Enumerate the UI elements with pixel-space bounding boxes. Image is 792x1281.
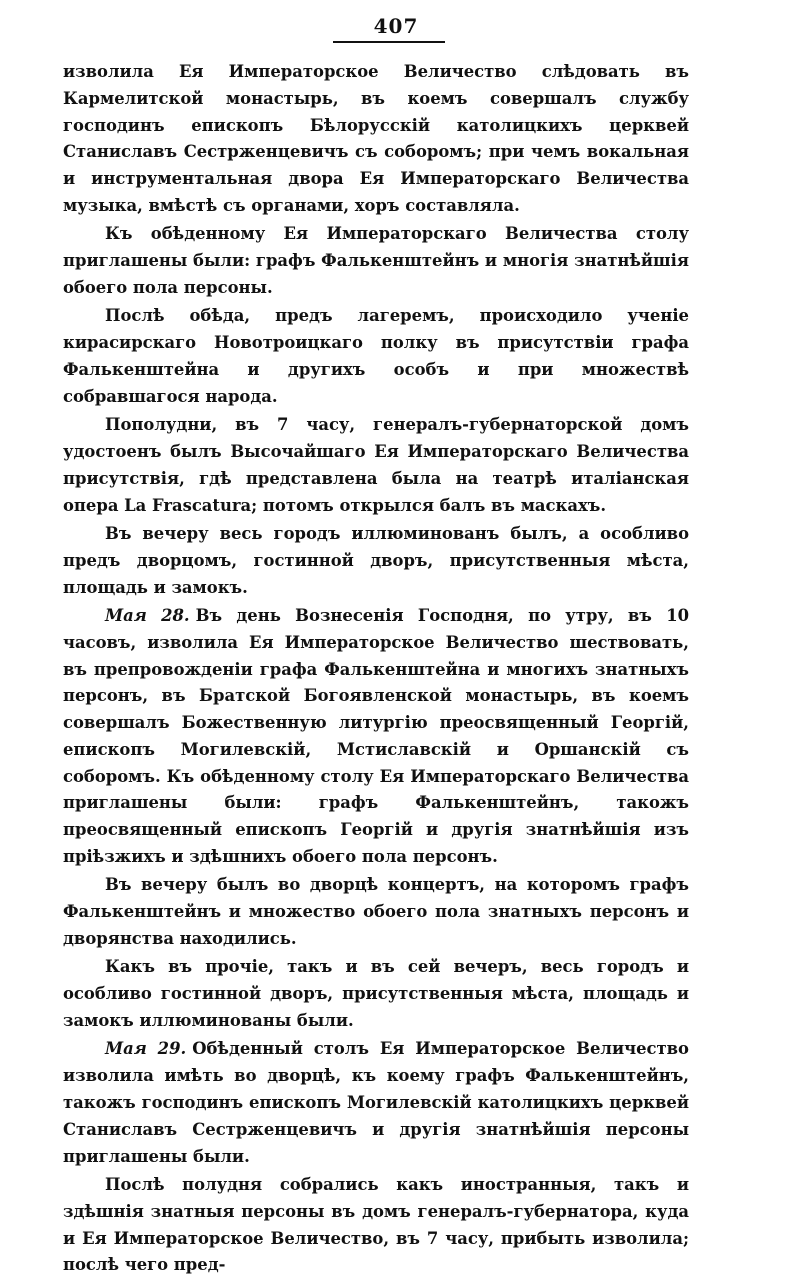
paragraph bbox=[63, 1172, 689, 1279]
paragraph-text: Въ вечеру весь городъ иллюминованъ былъ, а особливо предъ дворцомъ, гостинной дворъ, присутственныя мѣста, площадь и замокъ. bbox=[63, 523, 689, 597]
paragraph-text: Послѣ обѣда, предъ лагеремъ, происходило ученіе кирасирскаго Новотроицкаго полку въ присутствіи графа Фалькенштейна и другихъ особъ и при множествѣ собравшагося народа. bbox=[63, 306, 689, 406]
paragraph bbox=[63, 412, 689, 519]
paragraph-text: изволила Ея Императорское Величество слѣдовать въ Кармелитской монастырь, въ коемъ совершалъ службу господинъ епископъ Бѣлорусскій католицкихъ церквей Станиславъ Сестрженцевичъ съ соборомъ; при чемъ вокальная и инструментальная двора Ея Императорскаго Величества музыка, вмѣстѣ съ органами, хоръ составляла. bbox=[63, 62, 689, 215]
paragraph-text: Къ обѣденному Ея Императорскаго Величества столу приглашены были: графъ Фалькенштейнъ и многія знатнѣйшія обоего пола персоны. bbox=[63, 224, 689, 297]
paragraph-text: Въ вечеру былъ во дворцѣ концертъ, на которомъ графъ Фалькенштейнъ и множество обоего пола знатныхъ персонъ и дворянства находились. bbox=[63, 875, 689, 949]
paragraph bbox=[63, 221, 689, 301]
date-label: Мая 28. bbox=[105, 605, 190, 625]
paragraph-text: Пополудни, въ 7 часу, генералъ-губернаторской домъ удостоенъ былъ Высочайшаго Ея Императорскаго Величества присутствія, гдѣ представлена была на театрѣ италіанская опера La Frascatura; потомъ открылся балъ въ маскахъ. bbox=[63, 415, 689, 515]
paragraph bbox=[63, 303, 689, 410]
page-number: 407 bbox=[373, 14, 419, 38]
paragraph-text: Въ день Вознесенія Господня, по утру, въ 10 часовъ, изволила Ея Императорское Величество шествовать, въ препровожденіи графа Фалькенштейна и многихъ знатныхъ персонъ, въ Братской Богоявленской монастырь, въ коемъ совершалъ Божественную литургію преосвященный Георгій, епископъ Могилевскій, Мстиславскій и Оршанскій съ соборомъ. Къ обѣденному столу Ея Императорскаго Величества приглашены были: графъ Фалькенштейнъ, такожъ преосвященный епископъ Георгій и другія знатнѣйшія изъ пріѣзжихъ и здѣшнихъ обоего пола персонъ. bbox=[63, 605, 689, 867]
paragraph-text: Какъ въ прочіе, такъ и въ сей вечеръ, весь городъ и особливо гостинной дворъ, присутственныя мѣста, площадь и замокъ иллюминованы были. bbox=[63, 957, 689, 1031]
paragraph bbox=[63, 521, 689, 601]
paragraph bbox=[63, 603, 689, 871]
paragraph bbox=[63, 954, 689, 1034]
paragraph-text: Обѣденный столъ Ея Императорское Величество изволила имѣть во дворцѣ, къ коему графъ Фалькенштейнъ, такожъ господинъ епископъ Могилевскій католицкихъ церквей Станиславъ Сестрженцевичъ и другія знатнѣйшія персоны приглашены были. bbox=[63, 1039, 689, 1166]
paragraph bbox=[63, 1036, 689, 1170]
page-number-underline bbox=[333, 41, 445, 43]
page-body-text bbox=[63, 59, 689, 1281]
paragraph bbox=[63, 872, 689, 952]
date-label: Мая 29. bbox=[105, 1039, 187, 1059]
paragraph bbox=[63, 59, 689, 220]
paragraph-text: Послѣ полудня собрались какъ иностранныя, такъ и здѣшнія знатныя персоны въ домъ генералъ-губернатора, куда и Ея Императорское Величество, въ 7 часу, прибыть изволила; послѣ чего пред- bbox=[63, 1175, 689, 1275]
